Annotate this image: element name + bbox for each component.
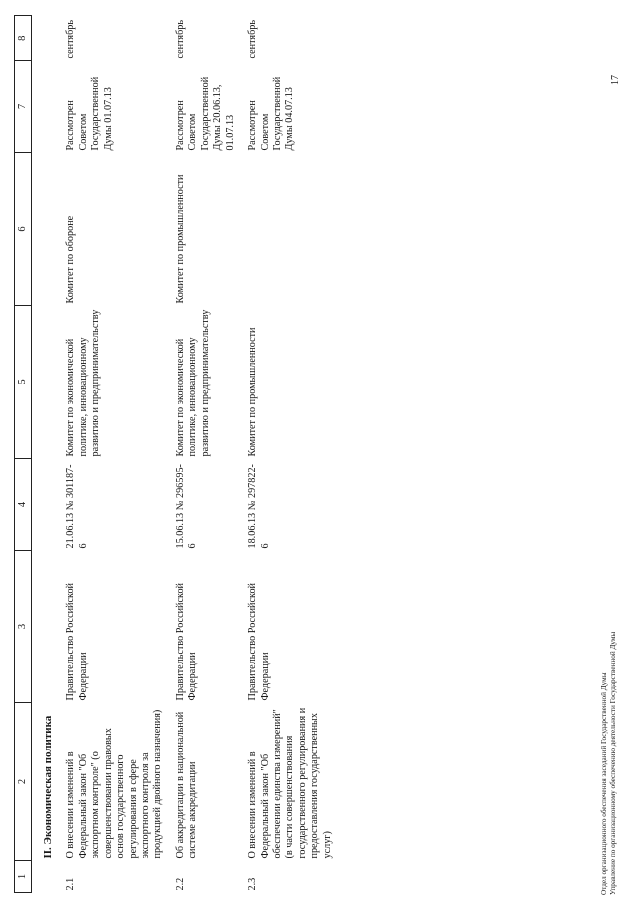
month: сентябрь — [247, 19, 259, 59]
co-committee — [237, 153, 334, 306]
table-row — [55, 16, 165, 893]
page-number: 17 — [610, 75, 621, 85]
bill-title: О внесении изменений в Федеральный закон "Об обеспечении единства измерений" (в части совершенствования государственного регулирования и предоставления государственных услуг) — [247, 707, 333, 859]
bill-title: О внесении изменений в Федеральный закон "Об экспортном контроле" (о совершенствовании правовых основ государственного регулирования в сфере экспортного контроля за продукцией двойного назначения) — [65, 709, 164, 859]
initiator: Правительство Российской Федерации — [65, 583, 89, 701]
table-row — [237, 16, 334, 893]
status: Рассмотрен Советом Государственной Думы 20.06.13, 01.07.13 — [174, 76, 236, 151]
column-number: 7 — [15, 61, 32, 153]
row-number: 2.2 — [174, 877, 186, 891]
month: сентябрь — [65, 19, 77, 59]
month: сентябрь — [174, 19, 186, 59]
footer-line: Отдел организационного обеспечения заседаний Государственной Думы — [600, 672, 608, 895]
section-header-row — [32, 16, 56, 893]
row-number: 2.1 — [65, 877, 77, 891]
footer-line: Управление по организационному обеспечению деятельности Государственной Думы — [609, 631, 617, 895]
co-committee: Комитет по промышленности — [174, 174, 186, 304]
column-number: 2 — [15, 703, 32, 861]
responsible-committee: Комитет по промышленности — [247, 327, 259, 457]
column-number: 3 — [15, 551, 32, 703]
co-committee: Комитет по обороне — [65, 215, 77, 304]
section-title: II. Экономическая политика — [42, 715, 54, 859]
status: Рассмотрен Советом Государственной Думы 01.07.13 — [65, 76, 114, 151]
initiator: Правительство Российской Федерации — [247, 583, 271, 701]
initiator: Правительство Российской Федерации — [174, 583, 199, 701]
responsible-committee: Комитет по экономической политике, инновационному развитию и предпринимательству — [174, 309, 211, 457]
column-number-row — [15, 16, 32, 893]
registration-date: 15.06.13 № 296595-6 — [174, 464, 199, 549]
column-number: 6 — [15, 153, 32, 306]
legislation-table — [14, 15, 334, 893]
table-row — [165, 16, 237, 893]
responsible-committee: Комитет по экономической политике, инновационному развитию и предпринимательству — [65, 309, 102, 457]
column-number: 1 — [15, 861, 32, 893]
column-number: 8 — [15, 16, 32, 61]
status: Рассмотрен Советом Государственной Думы 04.07.13 — [247, 76, 296, 151]
row-number: 2.3 — [247, 877, 259, 891]
bill-title: Об аккредитации в национальной системе аккредитации — [174, 711, 199, 859]
column-number: 5 — [15, 306, 32, 459]
column-number: 4 — [15, 459, 32, 551]
registration-date: 21.06.13 № 301187-6 — [65, 464, 89, 549]
page-footer — [600, 632, 618, 895]
registration-date: 18.06.13 № 297822-6 — [247, 464, 271, 549]
